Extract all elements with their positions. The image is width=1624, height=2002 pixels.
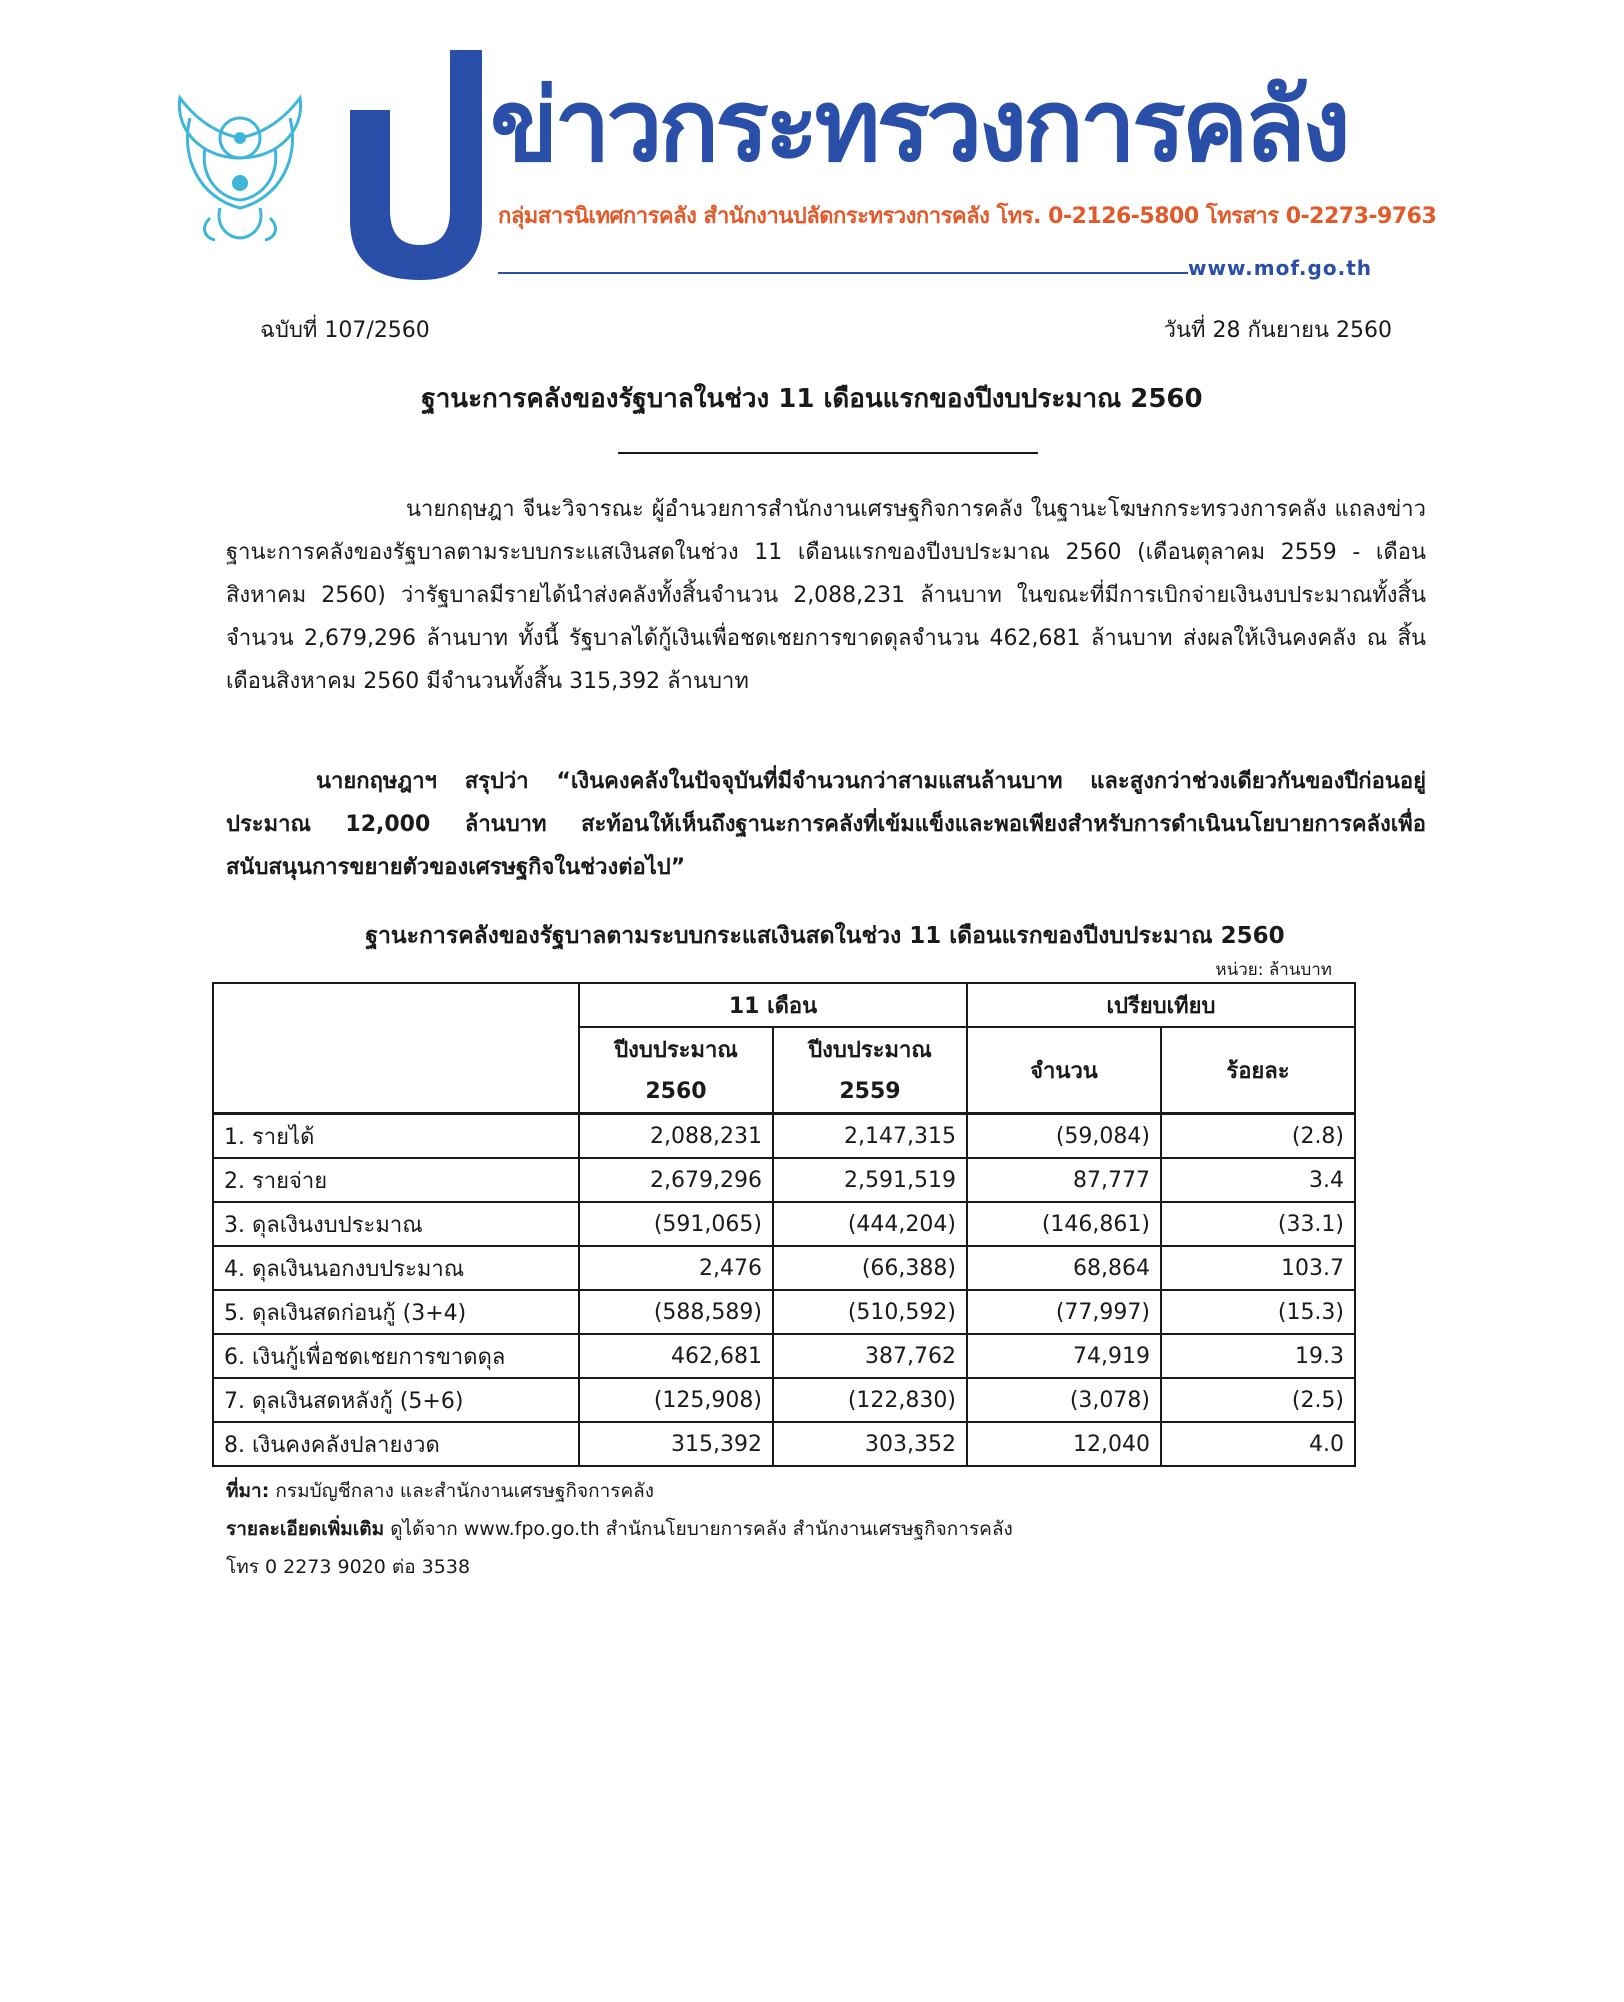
cell-percent: 19.3 [1161, 1334, 1355, 1378]
cell-fy2560: 462,681 [579, 1334, 773, 1378]
cell-percent: (15.3) [1161, 1290, 1355, 1334]
cell-fy2560: 315,392 [579, 1422, 773, 1466]
detail-text: ดูได้จาก www.fpo.go.th สำนักนโยบายการคลัง สำนักงานเศรษฐกิจการคลัง [390, 1518, 1013, 1540]
row-label: 8. เงินคงคลังปลายงวด [213, 1422, 579, 1466]
row-label: 7. ดุลเงินสดหลังกู้ (5+6) [213, 1378, 579, 1422]
source-label: ที่มา: [226, 1480, 270, 1502]
masthead-website: www.mof.go.th [1188, 256, 1372, 280]
cell-fy2559: 2,147,315 [773, 1114, 967, 1159]
row-label: 5. ดุลเงินสดก่อนกู้ (3+4) [213, 1290, 579, 1334]
cell-percent: 4.0 [1161, 1422, 1355, 1466]
source-note [226, 1476, 654, 1506]
cell-amount: (59,084) [967, 1114, 1161, 1159]
masthead [350, 50, 1437, 290]
table-unit-note: หน่วย: ล้านบาท [1215, 960, 1332, 980]
cell-fy2560: (125,908) [579, 1378, 773, 1422]
fiscal-position-table [212, 982, 1356, 1467]
issue-number: ฉบับที่ 107/2560 [260, 318, 430, 343]
cell-amount: 12,040 [967, 1422, 1161, 1466]
row-label: 1. รายได้ [213, 1114, 579, 1159]
table-header-11-months: 11 เดือน [579, 983, 967, 1027]
masthead-divider [498, 272, 1188, 274]
cell-fy2559: (122,830) [773, 1378, 967, 1422]
masthead-logo-letter [350, 50, 490, 280]
cell-amount: 87,777 [967, 1158, 1161, 1202]
title-underline [618, 452, 1038, 454]
table-header-amount: จำนวน [967, 1027, 1161, 1114]
cell-percent: (33.1) [1161, 1202, 1355, 1246]
cell-amount: 74,919 [967, 1334, 1161, 1378]
issue-date: วันที่ 28 กันยายน 2560 [1163, 318, 1392, 343]
table-row [213, 1422, 1355, 1466]
row-label: 4. ดุลเงินนอกงบประมาณ [213, 1246, 579, 1290]
table-header-fy2560-label: ปีงบประมาณ [579, 1027, 773, 1070]
detail-label: รายละเอียดเพิ่มเติม [226, 1518, 385, 1540]
table-title: ฐานะการคลังของรัฐบาลตามระบบกระแสเงินสดในช่วง 11 เดือนแรกของปีงบประมาณ 2560 [365, 923, 1285, 949]
ministry-emblem-icon [160, 88, 320, 248]
cell-fy2559: 387,762 [773, 1334, 967, 1378]
cell-percent: 3.4 [1161, 1158, 1355, 1202]
cell-amount: (146,861) [967, 1202, 1161, 1246]
table-header-fy2560-year: 2560 [579, 1070, 773, 1114]
table-header-percent: ร้อยละ [1161, 1027, 1355, 1114]
body-paragraph-1: นายกฤษฎา จีนะวิจารณะ ผู้อำนวยการสำนักงานเศรษฐกิจการคลัง ในฐานะโฆษกกระทรวงการคลัง แถลงข่าวฐานะการคลังของรัฐบาลตามระบบกระแสเงินสดในช่วง 11 เดือนแรกของปีงบประมาณ 2560 (เดือนตุลาคม 2559 - เดือนสิงหาคม 2560) ว่ารัฐบาลมีรายได้นำส่งคลังทั้งสิ้นจำนวน 2,088,231 ล้านบาท ในขณะที่มีการเบิกจ่ายเงินงบประมาณทั้งสิ้นจำนวน 2,679,296 ล้านบาท ทั้งนี้ รัฐบาลได้กู้เงินเพื่อชดเชยการขาดดุลจำนวน 462,681 ล้านบาท ส่งผลให้เงินคงคลัง ณ สิ้นเดือนสิงหาคม 2560 มีจำนวนทั้งสิ้น 315,392 ล้านบาท [226, 497, 1426, 694]
table-header-blank [213, 983, 579, 1114]
masthead-title: ข่าวกระทรวงการคลัง [490, 67, 1347, 184]
detail-note [226, 1514, 1013, 1544]
table-row [213, 1202, 1355, 1246]
cell-fy2559: (510,592) [773, 1290, 967, 1334]
cell-fy2560: 2,679,296 [579, 1158, 773, 1202]
body-paragraph-2: นายกฤษฎาฯ สรุปว่า “เงินคงคลังในปัจจุบันที่มีจำนวนกว่าสามแสนล้านบาท และสูงกว่าช่วงเดียวกันของปีก่อนอยู่ประมาณ 12,000 ล้านบาท สะท้อนให้เห็นถึงฐานะการคลังที่เข้มแข็งและพอเพียงสำหรับการดำเนินนโยบายการคลังเพื่อสนับสนุนการขยายตัวของเศรษฐกิจในช่วงต่อไป” [226, 769, 1426, 880]
table-row [213, 1378, 1355, 1422]
cell-percent: (2.8) [1161, 1114, 1355, 1159]
table-row [213, 1246, 1355, 1290]
table-header-fy2559-year: 2559 [773, 1070, 967, 1114]
cell-fy2559: 2,591,519 [773, 1158, 967, 1202]
cell-amount: (77,997) [967, 1290, 1161, 1334]
table-row [213, 1158, 1355, 1202]
cell-percent: (2.5) [1161, 1378, 1355, 1422]
row-label: 2. รายจ่าย [213, 1158, 579, 1202]
cell-fy2559: (66,388) [773, 1246, 967, 1290]
table-header-fy2559-label: ปีงบประมาณ [773, 1027, 967, 1070]
row-label: 6. เงินกู้เพื่อชดเชยการขาดดุล [213, 1334, 579, 1378]
masthead-contact: กลุ่มสารนิเทศการคลัง สำนักงานปลัดกระทรวงการคลัง โทร. 0-2126-5800 โทรสาร 0-2273-9763 [498, 204, 1437, 229]
cell-fy2559: 303,352 [773, 1422, 967, 1466]
cell-amount: (3,078) [967, 1378, 1161, 1422]
phone-note: โทร 0 2273 9020 ต่อ 3538 [226, 1556, 471, 1578]
cell-fy2559: (444,204) [773, 1202, 967, 1246]
table-header-row-1 [213, 983, 1355, 1027]
cell-amount: 68,864 [967, 1246, 1161, 1290]
table-row [213, 1114, 1355, 1159]
cell-fy2560: 2,088,231 [579, 1114, 773, 1159]
document-title: ฐานะการคลังของรัฐบาลในช่วง 11 เดือนแรกของปีงบประมาณ 2560 [421, 384, 1203, 414]
cell-percent: 103.7 [1161, 1246, 1355, 1290]
table-row [213, 1290, 1355, 1334]
cell-fy2560: 2,476 [579, 1246, 773, 1290]
source-text: กรมบัญชีกลาง และสำนักงานเศรษฐกิจการคลัง [275, 1480, 655, 1502]
cell-fy2560: (588,589) [579, 1290, 773, 1334]
cell-fy2560: (591,065) [579, 1202, 773, 1246]
table-row [213, 1334, 1355, 1378]
row-label: 3. ดุลเงินงบประมาณ [213, 1202, 579, 1246]
table-header-comparison: เปรียบเทียบ [967, 983, 1355, 1027]
